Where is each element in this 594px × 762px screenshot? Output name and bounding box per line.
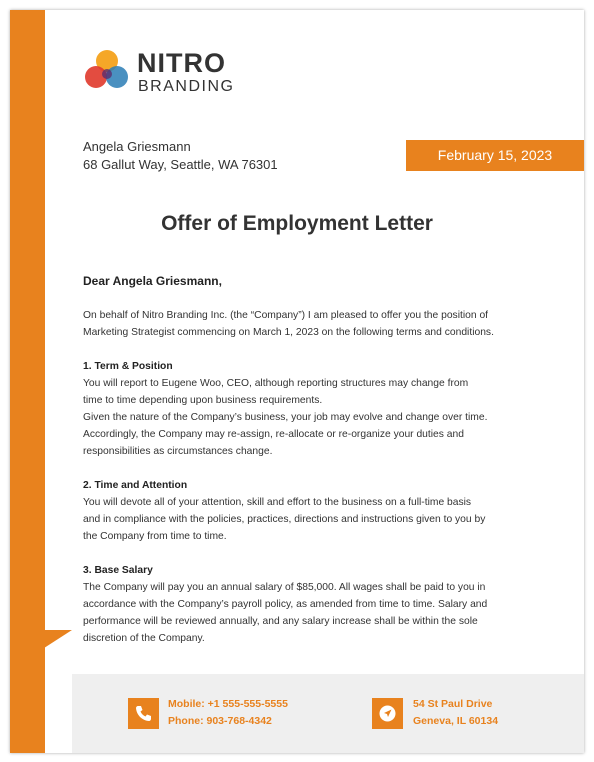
section-line: discretion of the Company. [83, 633, 205, 644]
section-line: performance will be reviewed annually, and any salary increase shall be within the sole [83, 616, 478, 627]
contact-footer [72, 674, 584, 753]
street-address: 54 St Paul Drive [413, 698, 493, 710]
phone-icon [128, 698, 159, 729]
section-heading: 1. Term & Position [83, 361, 173, 372]
section-line: responsibilities as circumstances change. [83, 446, 273, 457]
recipient-address: 68 Gallut Way, Seattle, WA 76301 [83, 157, 278, 172]
section-line: Given the nature of the Company’s business, your job may evolve and change over time. [83, 412, 488, 423]
letter-page [10, 10, 584, 753]
section-line: accordance with the Company’s payroll policy, as amended from time to time. Salary and [83, 599, 488, 610]
company-logo [82, 46, 242, 102]
logo-name-bottom: BRANDING [138, 78, 235, 95]
section-line: You will report to Eugene Woo, CEO, although reporting structures may change from [83, 378, 469, 389]
intro-line: Marketing Strategist commencing on March 1, 2023 on the following terms and conditions. [83, 327, 494, 338]
section-line: Accordingly, the Company may re-assign, re-allocate or re-organize your duties and [83, 429, 464, 440]
recipient-address-block [83, 138, 278, 174]
contact-phones [168, 696, 288, 730]
letter-greeting: Dear Angela Griesmann, [83, 274, 222, 288]
recipient-name: Angela Griesmann [83, 139, 191, 154]
logo-name-top: NITRO [137, 48, 226, 78]
letter-body [83, 307, 533, 647]
mobile-number: Mobile: +1 555-555-5555 [168, 698, 288, 710]
section-heading: 2. Time and Attention [83, 480, 188, 491]
contact-address [413, 696, 498, 730]
section-line: and in compliance with the policies, practices, directions and instructions given to you by [83, 514, 486, 525]
section-line: You will devote all of your attention, skill and effort to the business on a full-time basis [83, 497, 472, 508]
accent-bar-notch [10, 630, 72, 670]
phone-number: Phone: 903-768-4342 [168, 715, 272, 727]
intro-line: On behalf of Nitro Branding Inc. (the “Company”) I am pleased to offer you the position of [83, 310, 489, 321]
section-line: the Company from time to time. [83, 531, 227, 542]
location-arrow-icon [372, 698, 403, 729]
city-address: Geneva, IL 60134 [413, 715, 499, 727]
logo-mark-icon [82, 46, 132, 96]
section-heading: 3. Base Salary [83, 565, 153, 576]
letter-date: February 15, 2023 [406, 140, 584, 171]
section-line: The Company will pay you an annual salary of $85,000. All wages shall be paid to you in [83, 582, 486, 593]
section-line: time to time depending upon business requirements. [83, 395, 323, 406]
letter-title: Offer of Employment Letter [161, 212, 433, 235]
